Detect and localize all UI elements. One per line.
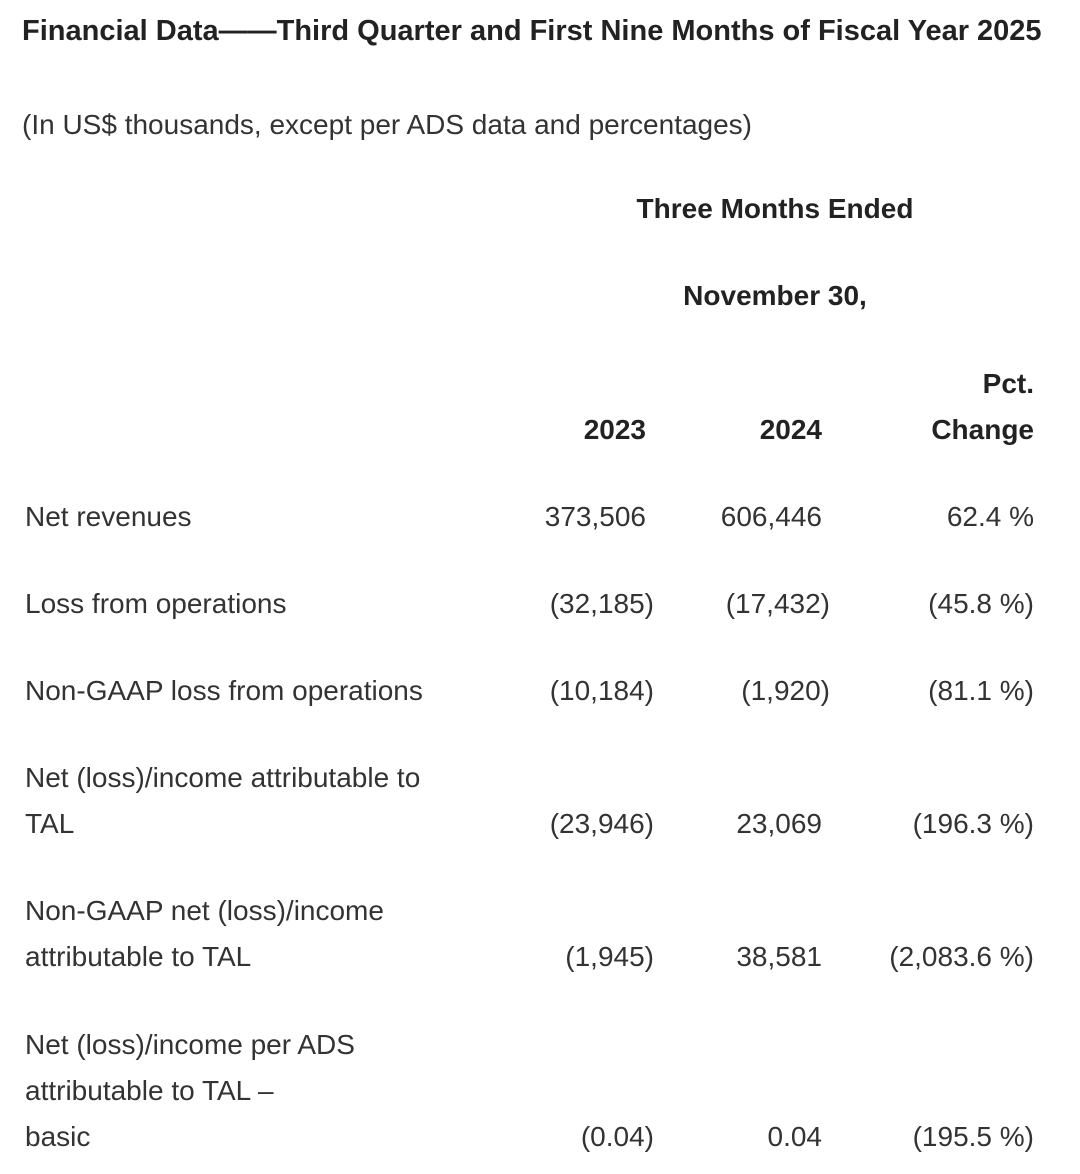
cell-pct-change: 62.4 % (946, 501, 1034, 532)
cell-pct-change: (81.1 %) (928, 675, 1034, 706)
row-label (25, 755, 495, 847)
group-header-period: Three Months Ended (636, 193, 914, 224)
row-label-line: attributable to TAL – (25, 1075, 274, 1106)
cell-pct-change: (45.8 %) (928, 588, 1034, 619)
cell-2023: (10,184) (549, 675, 654, 706)
group-header-date: November 30, (683, 280, 867, 311)
cell-pct-change: (196.3 %) (912, 808, 1034, 839)
cell-2024: (17,432) (725, 588, 830, 619)
row-label (25, 581, 495, 627)
row-label-line: basic (25, 1121, 91, 1152)
row-label (25, 494, 495, 540)
page-subtitle: (In US$ thousands, except per ADS data and percentages) (22, 109, 753, 140)
cell-2024: 0.04 (767, 1121, 822, 1152)
row-label (25, 888, 495, 980)
cell-2024: 606,446 (720, 501, 822, 532)
cell-pct-change: (195.5 %) (912, 1121, 1034, 1152)
cell-pct-change: (2,083.6 %) (889, 941, 1034, 972)
row-label-line: Net revenues (25, 501, 192, 532)
column-header-pct-line1: Pct. (982, 368, 1034, 399)
row-label (25, 668, 495, 714)
cell-2023: (23,946) (549, 808, 654, 839)
row-label-line: TAL (25, 808, 75, 839)
row-label (25, 1022, 495, 1160)
cell-2024: 38,581 (736, 941, 822, 972)
row-label-line: Loss from operations (25, 588, 287, 619)
row-label-line: Net (loss)/income per ADS (25, 1029, 355, 1060)
page-title: Financial Data——Third Quarter and First Nine Months of Fiscal Year 2025 (22, 15, 1042, 47)
cell-2023: (1,945) (565, 941, 654, 972)
cell-2023: (0.04) (580, 1121, 654, 1152)
cell-2024: 23,069 (736, 808, 822, 839)
cell-2023: 373,506 (544, 501, 646, 532)
column-header-pct-line2: Change (931, 414, 1034, 445)
row-label-line: attributable to TAL (25, 941, 252, 972)
cell-2024: (1,920) (741, 675, 830, 706)
row-label-line: Net (loss)/income attributable to (25, 762, 421, 793)
column-header-2024: 2024 (759, 414, 822, 445)
row-label-line: Non-GAAP loss from operations (25, 675, 423, 706)
column-header-pct-change (850, 361, 1034, 453)
row-label-line: Non-GAAP net (loss)/income (25, 895, 384, 926)
column-header-2023: 2023 (583, 414, 646, 445)
cell-2023: (32,185) (549, 588, 654, 619)
